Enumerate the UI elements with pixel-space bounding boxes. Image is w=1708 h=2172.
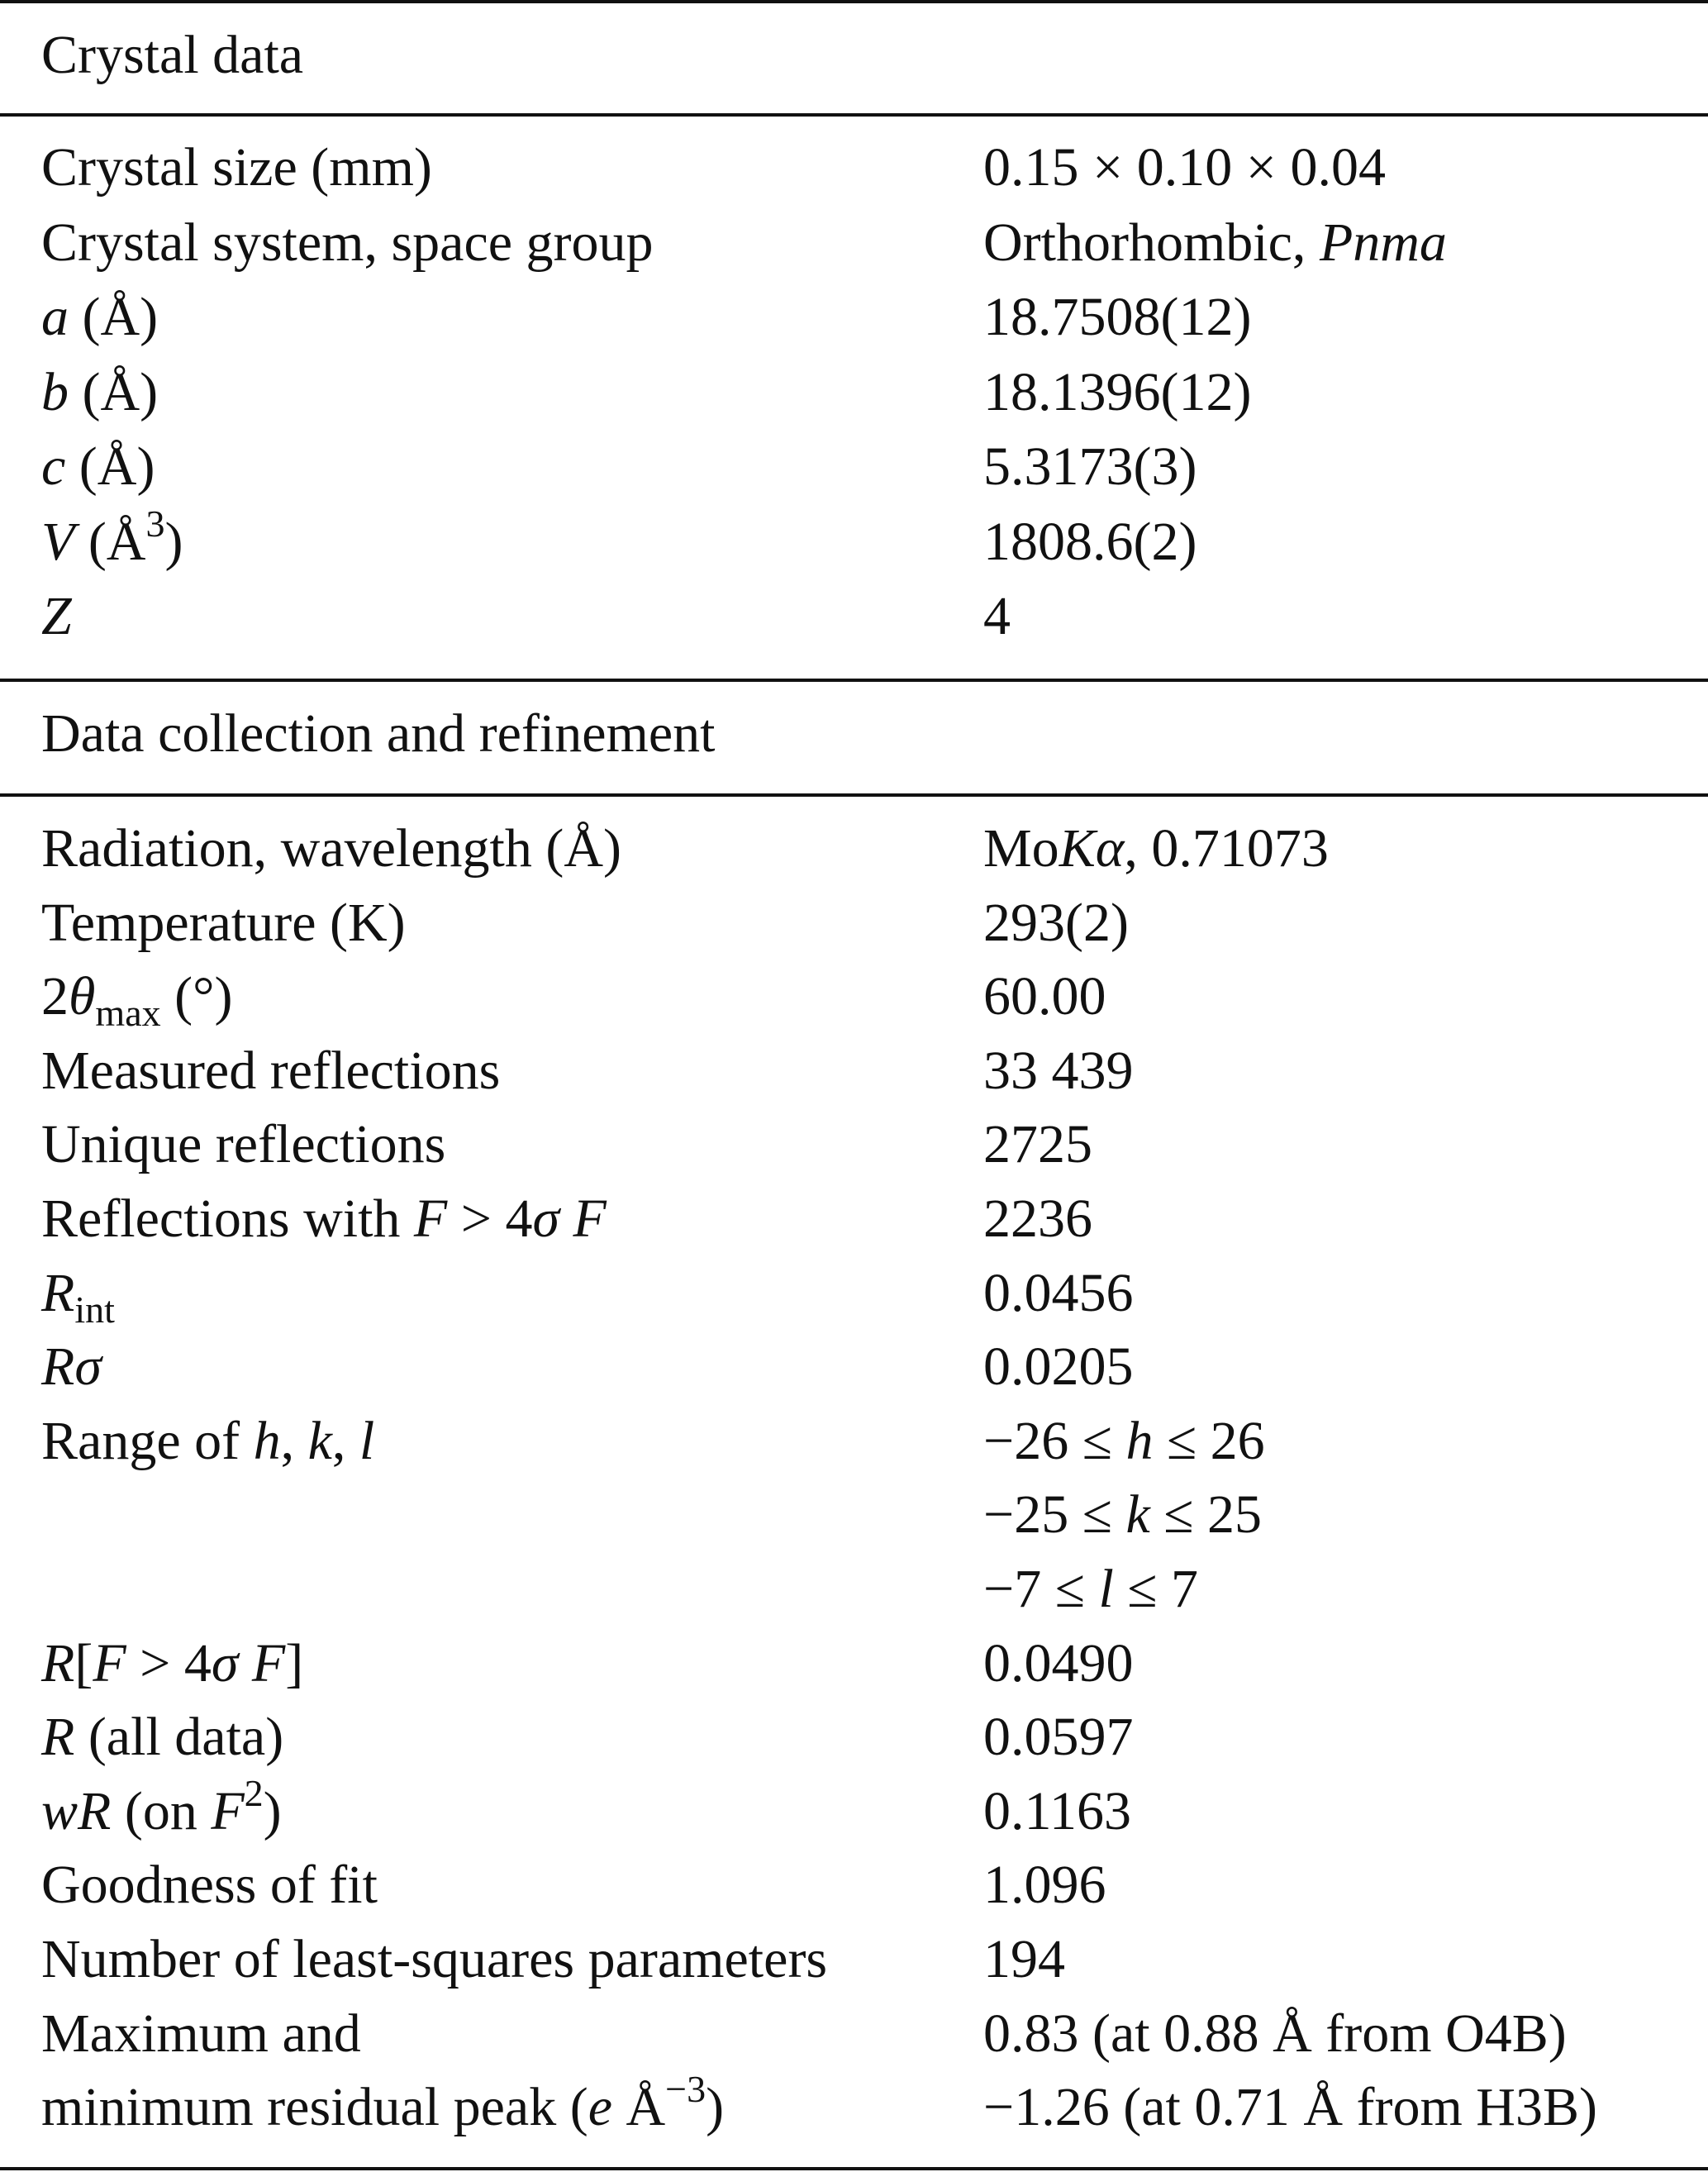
- section-divider-rule: [0, 679, 1708, 682]
- table-row: [0, 1182, 1708, 1256]
- row-value: 60.00: [983, 966, 1106, 1027]
- table-row: [0, 1771, 1708, 1849]
- table-row: [0, 131, 1708, 206]
- section-title-crystal-data: Crystal data: [41, 25, 304, 85]
- row-value: 4: [983, 586, 1011, 646]
- bottom-rule: [0, 2167, 1708, 2170]
- row-value: 0.15 × 0.10 × 0.04: [983, 137, 1386, 198]
- row-label: R (all data): [41, 1707, 284, 1768]
- row-value: 0.0490: [983, 1632, 1134, 1693]
- table-row: [0, 960, 1708, 1034]
- table-row: [0, 1404, 1708, 1479]
- table-row: [0, 1256, 1708, 1331]
- table-row: [0, 1627, 1708, 1701]
- row-value: 0.0597: [983, 1707, 1134, 1768]
- row-label: $2\theta_{max}$ (°): [41, 966, 233, 1035]
- row-label: wR (on $F^2$): [41, 1771, 282, 1841]
- row-label: Reflections with F > 4σ F: [41, 1188, 607, 1249]
- row-label: c (Å): [41, 436, 155, 497]
- table-row: [0, 1034, 1708, 1108]
- row-value: MoKα, 0.71073: [983, 818, 1329, 879]
- row-label: Maximum and: [41, 2003, 361, 2064]
- row-value: −25 ≤ k ≤ 25: [983, 1484, 1262, 1546]
- row-value: 33 439: [983, 1040, 1134, 1101]
- table-row: [0, 2070, 1708, 2145]
- row-value: 0.0205: [983, 1336, 1134, 1398]
- table-row: [0, 1848, 1708, 1922]
- table-row: [0, 886, 1708, 960]
- row-value: 18.7508(12): [983, 287, 1252, 347]
- row-value: 293(2): [983, 892, 1129, 953]
- table-row: [0, 1552, 1708, 1627]
- table-row: [0, 355, 1708, 431]
- row-label: Rσ: [41, 1336, 102, 1398]
- row-label: $R_{int}$: [41, 1262, 115, 1331]
- row-value: 0.0456: [983, 1262, 1134, 1323]
- table-row: [0, 1478, 1708, 1552]
- data-collection-rows: [0, 812, 1708, 2145]
- top-rule: [0, 0, 1708, 3]
- row-label: Temperature (K): [41, 892, 406, 953]
- row-label: Measured reflections: [41, 1040, 501, 1101]
- row-value: −26 ≤ h ≤ 26: [983, 1410, 1265, 1471]
- row-label: Crystal system, space group: [41, 212, 654, 273]
- table-row: [0, 1922, 1708, 1997]
- row-value: 18.1396(12): [983, 361, 1252, 422]
- table-row: [0, 812, 1708, 886]
- row-value: Orthorhombic, Pnma: [983, 212, 1447, 273]
- section-title-data-collection: Data collection and refinement: [41, 703, 716, 764]
- row-value: 0.1163: [983, 1780, 1132, 1841]
- table-row: [0, 1997, 1708, 2071]
- row-label: Crystal size (mm): [41, 137, 432, 198]
- row-value: 0.83 (at 0.88 Å from O4B): [983, 2003, 1567, 2064]
- section-header-rule: [0, 113, 1708, 117]
- row-value: −1.26 (at 0.71 Å from H3B): [983, 2077, 1597, 2138]
- row-value: 1808.6(2): [983, 511, 1197, 572]
- row-label: Goodness of fit: [41, 1855, 378, 1916]
- row-value: 2236: [983, 1188, 1092, 1249]
- table-row: [0, 1107, 1708, 1182]
- table-row: [0, 280, 1708, 355]
- row-label: Unique reflections: [41, 1114, 446, 1175]
- table-row: [0, 206, 1708, 281]
- table-row: [0, 430, 1708, 505]
- row-label: b (Å): [41, 361, 159, 422]
- row-label: Radiation, wavelength (Å): [41, 818, 621, 879]
- table-row: [0, 1700, 1708, 1774]
- row-label: Number of least-squares parameters: [41, 1928, 828, 1989]
- row-label: V $(Å^3)$: [41, 502, 183, 572]
- row-label: Z: [41, 586, 72, 646]
- row-label: R[F > 4σ F]: [41, 1632, 304, 1693]
- row-label: a (Å): [41, 287, 159, 347]
- table-row: [0, 1330, 1708, 1404]
- row-value: 5.3173(3): [983, 436, 1197, 497]
- row-value: 194: [983, 1928, 1065, 1989]
- row-value: 2725: [983, 1114, 1092, 1175]
- table-row: [0, 579, 1708, 655]
- table-row: [0, 502, 1708, 580]
- section-header-rule: [0, 793, 1708, 797]
- row-label: Range of h, k, l: [41, 1410, 375, 1471]
- row-value: −7 ≤ l ≤ 7: [983, 1558, 1199, 1619]
- crystal-data-rows: [0, 131, 1708, 655]
- row-value: 1.096: [983, 1855, 1106, 1916]
- row-label: minimum residual peak (e $Å^{-3}$): [41, 2068, 725, 2138]
